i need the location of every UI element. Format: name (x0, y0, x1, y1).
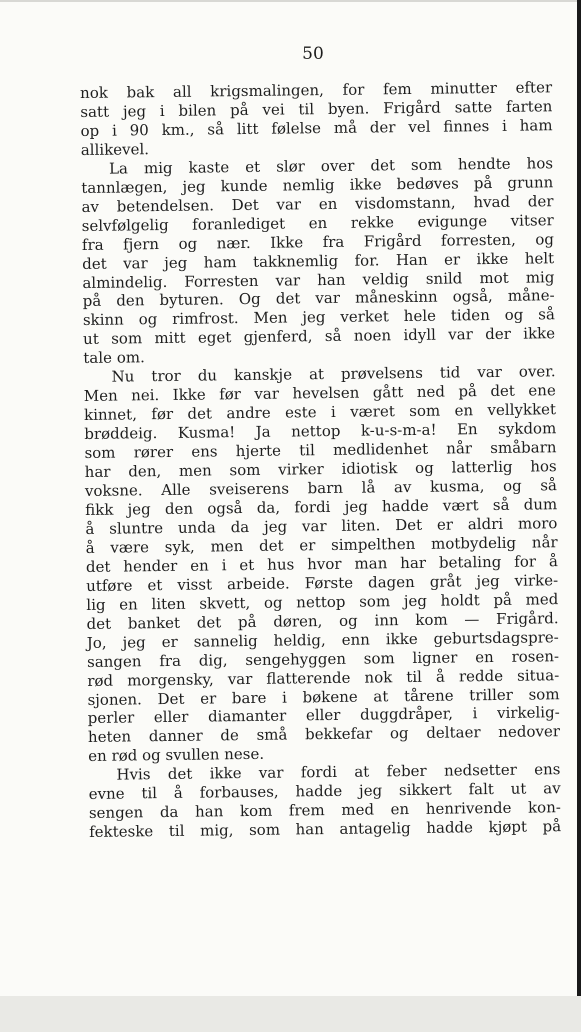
text-line: perler eller diamanter eller duggdråper, i virkelig- (87, 703, 560, 728)
text-line: Men nei. Ikke før var hevelsen gått ned på det ene (83, 381, 556, 406)
text-line: tannlægen, jeg kunde nemlig ikke bedøves på grunn (81, 172, 554, 197)
text-line: kinnet, før det andre este i været som en vellykket (83, 400, 557, 425)
text-line: det banket det på døren, og inn kom — Frigård. (86, 608, 559, 633)
text-line: almindelig. Forresten var han veldig snild mot mig (82, 267, 555, 292)
text-line: fra fjern og nær. Ikke fra Frigård forresten, og (81, 229, 555, 254)
text-line: som rører ens hjerte til medlidenhet når småbarn (84, 438, 557, 463)
text-line: sjonen. Det er bare i bøkene at tårene triller som (87, 684, 560, 709)
body-text (80, 78, 561, 842)
text-line: fekteske til mig, som han antagelig hadde kjøpt på (89, 817, 562, 842)
text-line: det var jeg ham takknemlig for. Han er ikke helt (82, 248, 555, 273)
page-right-edge (577, 0, 581, 1032)
text-line: å sluntre unda da jeg var liten. Det er aldri moro (85, 514, 558, 538)
page-bottom-margin (0, 996, 581, 1032)
text-line: sangen fra dig, sengehyggen som ligner en rosen- (86, 646, 560, 671)
text-line: heten danner de små bekkefar og deltaer nedover (87, 722, 561, 747)
text-line: satt jeg i bilen på vei til byen. Frigård satte farten (80, 97, 553, 121)
text-line: ut som mitt eget gjenferd, så noen idyll var der ikke (83, 324, 556, 349)
text-line: av betendelsen. Det var en visdomstann, hvad der (81, 191, 554, 216)
text-line: sengen da han kom frem med en henrivende kon- (88, 798, 561, 823)
text-line: skinn og rimfrost. Men jeg verket hele tiden og så (82, 305, 555, 330)
text-line: en rød og svullen nese. (88, 745, 265, 766)
text-line: op i 90 km., så litt følelse må der vel finnes i ham (80, 116, 553, 140)
top-edge-rule (0, 0, 581, 2)
text-line: det hender en i et hus hvor man har betaling for å (85, 552, 558, 576)
text-line: har den, men som virker idiotisk og latterlig hos (84, 457, 557, 482)
text-line: å være syk, men det er simpelthen motbydelig når (85, 533, 558, 557)
text-line: Hvis det ikke var fordi at feber nedsetter ens (116, 760, 561, 784)
text-line: Jo, jeg er sannelig heldig, enn ikke geburtsdagspre- (86, 627, 559, 652)
text-line: nok bak all krigsmalingen, for fem minutter efter (80, 78, 553, 102)
text-line: brøddeig. Kusma! Ja nettop k-u-s-m-a! En sykdom (84, 419, 557, 444)
text-line: utføre et visst arbeide. Første dagen gråt jeg virke- (86, 570, 559, 595)
text-line: La mig kaste et slør over det som hendte hos (108, 154, 554, 178)
text-line: fikk jeg den også da, fordi jeg hadde vært så dum (85, 495, 558, 519)
text-line: lig en liten skvett, og nettop som jeg holdt på med (86, 589, 559, 614)
text-line: rød morgensky, var flatterende nok til å redde situa- (87, 665, 560, 690)
text-line: Nu tror du kanskje at prøvelsens tid var over. (111, 362, 556, 386)
text-line: voksne. Alle sveiserens barn lå av kusma, og så (84, 476, 558, 500)
text-line: tale om. (83, 348, 145, 368)
text-line: evne til å forbauses, hadde jeg sikkert falt ut av (88, 779, 561, 804)
text-line: allikevel. (80, 140, 150, 159)
page-number: 50 (302, 44, 324, 64)
text-line: på den byturen. Og det var måneskinn også, måne- (82, 286, 555, 311)
text-line: selvfølgelig foranlediget en rekke evigunge vitser (81, 210, 554, 235)
